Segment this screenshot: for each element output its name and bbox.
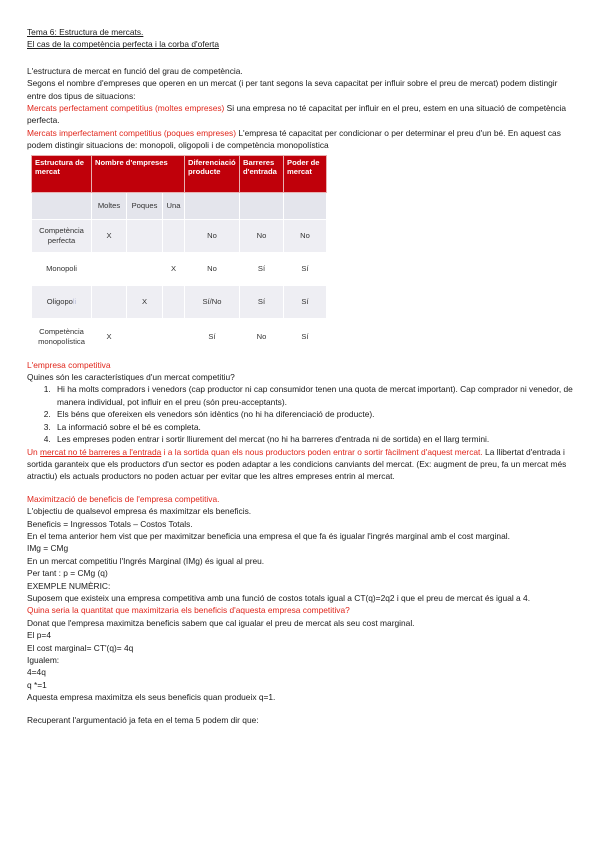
row-name: Oligopoli <box>32 285 92 318</box>
list-item: 1. Hi ha molts compradors i venedors (cap productor ni cap consumidor tenen una quota de mercat important). Cap comprador ni venedor, de manera individual, pot influir en el preu (són preu-acceptants). <box>53 383 575 408</box>
table-subheader-row <box>32 192 327 219</box>
subheader-many: Moltes <box>92 192 127 219</box>
cell-power: No <box>284 219 327 252</box>
header-structure: Estructura de mercat <box>32 155 92 192</box>
cell-power: Sí <box>284 285 327 318</box>
table-row <box>32 318 327 355</box>
section-heading-maximization: Maximització de beneficis de l'empresa competitiva. <box>27 493 220 504</box>
intro-paragraph: Segons el nombre d'empreses que operen en un mercat (i per tant segons la seva capacitat per influir sobre el preu de mercat) podem distingir entre dos tipus de situacions: <box>27 78 558 101</box>
cell-few <box>127 252 163 285</box>
solution-line: El p=4 <box>27 630 51 641</box>
text-line: Suposem que existeix una empresa competitiva amb una funció de costos totals igual a CT(q)=2q2 i que el preu de mercat és igual a 4. <box>27 592 531 603</box>
barriers-paragraph: Un mercat no té barreres a l'entrada i a la sortida quan els nous productors poden entrar o sortir fàcilment d'aquest mercat. La llibertat d'entrada i sortida garanteix que els productors d'un sector es poden adaptar a les condicions canviants del mercat. (Ex: augment de preu, fa un mercat més atractiu) els actuals productors no poden actuar per evitar que les altres empreses entrin al mercat. <box>27 446 567 482</box>
cell-many <box>92 285 127 318</box>
subheader-few: Poques <box>127 192 163 219</box>
cell-barriers: Sí <box>240 285 284 318</box>
perfect-market-paragraph <box>27 102 575 127</box>
list-item: 2. Els béns que ofereixen els venedors són idèntics (no hi ha diferenciació de producte). <box>53 408 575 420</box>
list-item: 4. Les empreses poden entrar i sortir lliurement del mercat (no hi ha barreres d'entrada ni de sortida) en el llarg termini. <box>53 433 575 445</box>
cell-power: Sí <box>284 252 327 285</box>
subheader-one: Una <box>163 192 185 219</box>
perfect-market-label: Mercats perfectament competitius (moltes empreses) <box>27 103 225 114</box>
cell-barriers: No <box>240 318 284 355</box>
text-line: IMg = CMg <box>27 543 69 554</box>
cell-barriers: Sí <box>240 252 284 285</box>
solution-line: 4=4q <box>27 667 46 678</box>
example-question: Quina seria la quantitat que maximitzaria els beneficis d'aquesta empresa competitiva? <box>27 605 350 616</box>
cell-many: X <box>92 318 127 355</box>
table-row <box>32 219 327 252</box>
text-line: En un mercat competitiu l'Ingrés Marginal (IMg) és igual al preu. <box>27 555 265 566</box>
text-line: Per tant : p = CMg (q) <box>27 568 108 579</box>
cell-one <box>163 219 185 252</box>
table-header-row <box>32 155 327 192</box>
cell-one <box>163 318 185 355</box>
market-structure-table-wrap <box>31 155 575 356</box>
characteristics-question: Quines són les característiques d'un mercat competitiu? <box>27 372 235 383</box>
text-line: En el tema anterior hem vist que per maximitzar beneficia una empresa el que fa és igualar l'ingrés marginal amb el cost marginal. <box>27 530 510 541</box>
cell-few <box>127 318 163 355</box>
cell-many: X <box>92 219 127 252</box>
text-line: Beneficis = Ingressos Totals – Costos Totals. <box>27 518 193 529</box>
text-line: EXEMPLE NUMÈRIC: <box>27 580 111 591</box>
closing-line: Recuperant l'argumentació ja feta en el tema 5 podem dir que: <box>27 714 259 725</box>
cell-differentiation: Sí <box>185 318 240 355</box>
cell-differentiation: No <box>185 219 240 252</box>
solution-line: El cost marginal= CT'(q)= 4q <box>27 642 134 653</box>
imperfect-market-paragraph <box>27 127 575 152</box>
solution-line: Igualem: <box>27 655 60 665</box>
cell-many <box>92 252 127 285</box>
list-item: 3. La informació sobre el bé es completa. <box>53 421 575 433</box>
header-market-power: Poder de mercat <box>284 155 327 192</box>
solution-line: Aquesta empresa maximitza els seus beneficis quan produeix q=1. <box>27 692 276 703</box>
cell-one: X <box>163 252 185 285</box>
market-structure-table <box>31 155 327 356</box>
table-row <box>32 252 327 285</box>
imperfect-market-label: Mercats imperfectament competitius (poques empreses) <box>27 127 236 138</box>
header-num-firms: Nombre d'empreses <box>92 155 185 192</box>
row-name: Competència perfecta <box>32 219 92 252</box>
text-line: L'objectiu de qualsevol empresa és maximitzar els beneficis. <box>27 506 252 517</box>
solution-line: q *=1 <box>27 679 47 690</box>
table-row <box>32 285 327 318</box>
barriers-term: mercat no té barreres a l'entrada <box>40 446 162 457</box>
perfect-market-text: Si una empresa no té capacitat per influir en el preu, estem en una situació de competència perfecta. <box>27 103 567 126</box>
row-name: Competència monopolística <box>32 318 92 355</box>
cell-power: Sí <box>284 318 327 355</box>
cell-barriers: No <box>240 219 284 252</box>
doc-title: Tema 6: Estructura de mercats. <box>27 27 144 37</box>
row-name: Monopoli <box>32 252 92 285</box>
imperfect-market-text: L'empresa té capacitat per condicionar o per determinar el preu d'un bé. En aquest cas podem distingir situacions de: monopoli, oligopoli i de competència monopolística <box>27 127 561 151</box>
document-page <box>27 26 575 726</box>
header-differentiation: Diferenciació producte <box>185 155 240 192</box>
header-barriers: Barreres d'entrada <box>240 155 284 192</box>
section-heading-competitive: L'empresa competitiva <box>27 359 111 370</box>
cell-few: X <box>127 285 163 318</box>
cell-few <box>127 219 163 252</box>
cell-differentiation: Sí/No <box>185 285 240 318</box>
characteristics-list <box>27 383 575 445</box>
solution-line: Donat que l'empresa maximitza beneficis sabem que cal igualar el preu de mercat als seu cost marginal. <box>27 617 415 628</box>
cell-one <box>163 285 185 318</box>
doc-subtitle: El cas de la competència perfecta i la corba d'oferta <box>27 39 220 50</box>
section-heading-structure: L'estructura de mercat en funció del grau de competència. <box>27 65 243 76</box>
cell-differentiation: No <box>185 252 240 285</box>
